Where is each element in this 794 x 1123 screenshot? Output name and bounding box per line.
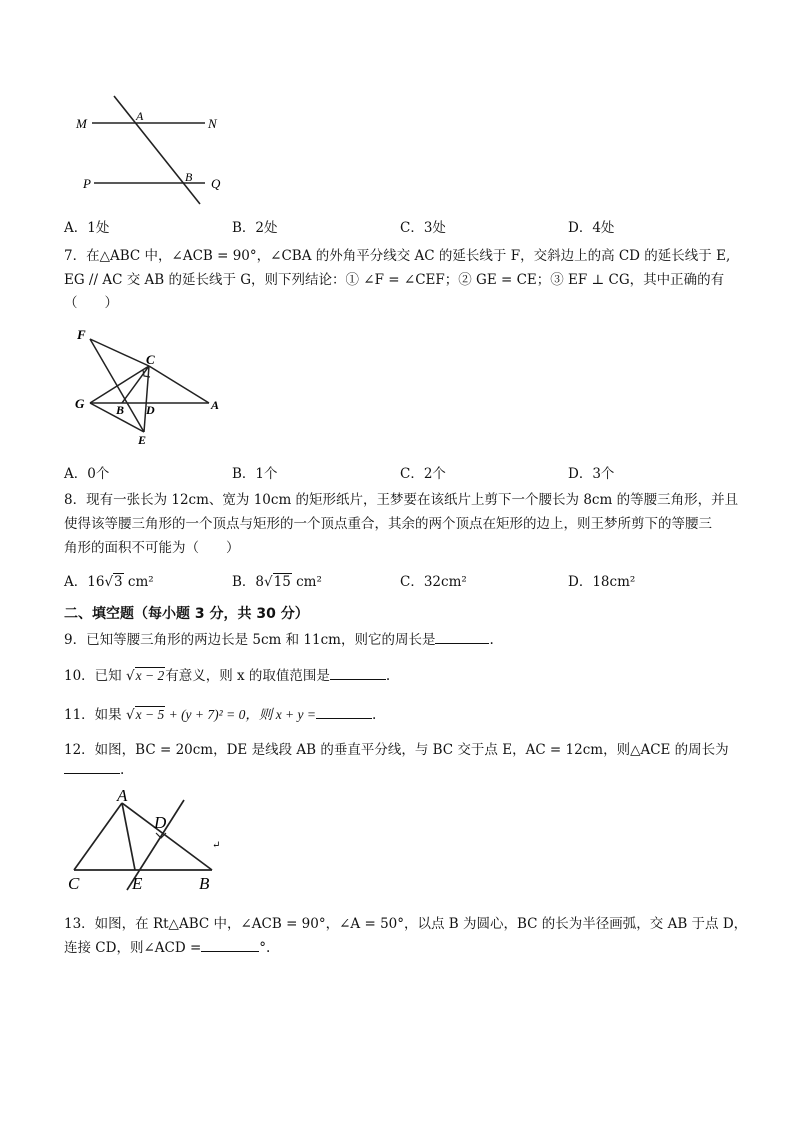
q7-option-d: D．3个 xyxy=(568,466,615,482)
q8-line3: 角形的面积不可能为（ ） xyxy=(64,540,240,556)
q8-line1: 8．现有一张长为 12cm、宽为 10cm 的矩形纸片，王梦要在该纸片上剪下一个腰长为 8cm 的等腰三角形，并且 xyxy=(64,492,739,508)
label-G: G xyxy=(75,396,85,411)
label-D: D xyxy=(146,403,155,417)
q11: 11．如果 √x − 5 + (y + 7)² = 0，则 x + y = . xyxy=(64,707,377,723)
label-Q: Q xyxy=(211,176,221,191)
q9: 9．已知等腰三角形的两边长是 5cm 和 11cm，则它的周长是 . xyxy=(64,632,494,648)
q7-option-c: C．2个 xyxy=(400,466,446,482)
q6-option-c: C．3处 xyxy=(400,220,446,236)
q12-figure xyxy=(60,786,230,896)
label-A: A xyxy=(136,109,144,123)
label-B: B xyxy=(199,874,210,893)
label-E: E xyxy=(138,433,147,447)
q13-line2: 连接 CD，则∠ACD = °. xyxy=(64,940,271,956)
q8-option-c: C．32cm² xyxy=(400,574,467,590)
label-A: A xyxy=(117,786,128,805)
q6-option-b: B．2处 xyxy=(232,220,278,236)
label-D: D xyxy=(154,813,167,832)
label-F: F xyxy=(77,327,86,342)
q6-option-d: D．4处 xyxy=(568,220,615,236)
q10: 10．已知 √x − 2有意义，则 x 的取值范围是 . xyxy=(64,668,391,684)
q12-line2: . xyxy=(64,762,124,778)
q8-option-b: B．8√15 cm² xyxy=(232,574,322,590)
return-mark: ↵ xyxy=(212,840,221,851)
q8-option-a: A．16√3 cm² xyxy=(64,574,154,590)
label-N: N xyxy=(208,116,217,131)
q7-option-b: B．1个 xyxy=(232,466,278,482)
q7-option-a: A．0个 xyxy=(64,466,110,482)
label-C: C xyxy=(146,352,155,367)
q7-line3: （ ） xyxy=(64,295,118,311)
label-B: B xyxy=(116,403,125,417)
q6-option-a: A．1处 xyxy=(64,220,110,236)
q13-line1: 13．如图，在 Rt△ABC 中，∠ACB = 90°，∠A = 50°，以点 B 为圆心，BC 的长为半径画弧，交 AB 于点 D， xyxy=(64,916,748,932)
q8-line2: 使得该等腰三角形的一个顶点与矩形的一个顶点重合，其余的两个顶点在矩形的边上，则王梦所剪下的等腰三 xyxy=(64,516,712,532)
q6-figure xyxy=(70,92,240,208)
q12-line1: 12．如图，BC = 20cm，DE 是线段 AB 的垂直平分线，与 BC 交于点 E，AC = 12cm，则△ACE 的周长为 xyxy=(64,742,729,758)
q7-figure xyxy=(64,322,234,452)
label-A: A xyxy=(211,398,220,412)
label-M: M xyxy=(76,116,87,131)
label-B: B xyxy=(185,170,193,184)
q8-option-d: D．18cm² xyxy=(568,574,636,590)
label-E: E xyxy=(132,874,143,893)
q7-line2: EG // AC 交 AB 的延长线于 G，则下列结论：① ∠F = ∠CEF；② GE = CE；③ EF ⊥ CG，其中正确的有 xyxy=(64,272,725,288)
label-C: C xyxy=(68,874,80,893)
label-P: P xyxy=(83,176,91,191)
section-title: 二、填空题（每小题 3 分，共 30 分） xyxy=(64,606,309,622)
q7-line1: 7．在△ABC 中，∠ACB = 90°，∠CBA 的外角平分线交 AC 的延长线于 F，交斜边上的高 CD 的延长线于 E, xyxy=(64,248,731,264)
